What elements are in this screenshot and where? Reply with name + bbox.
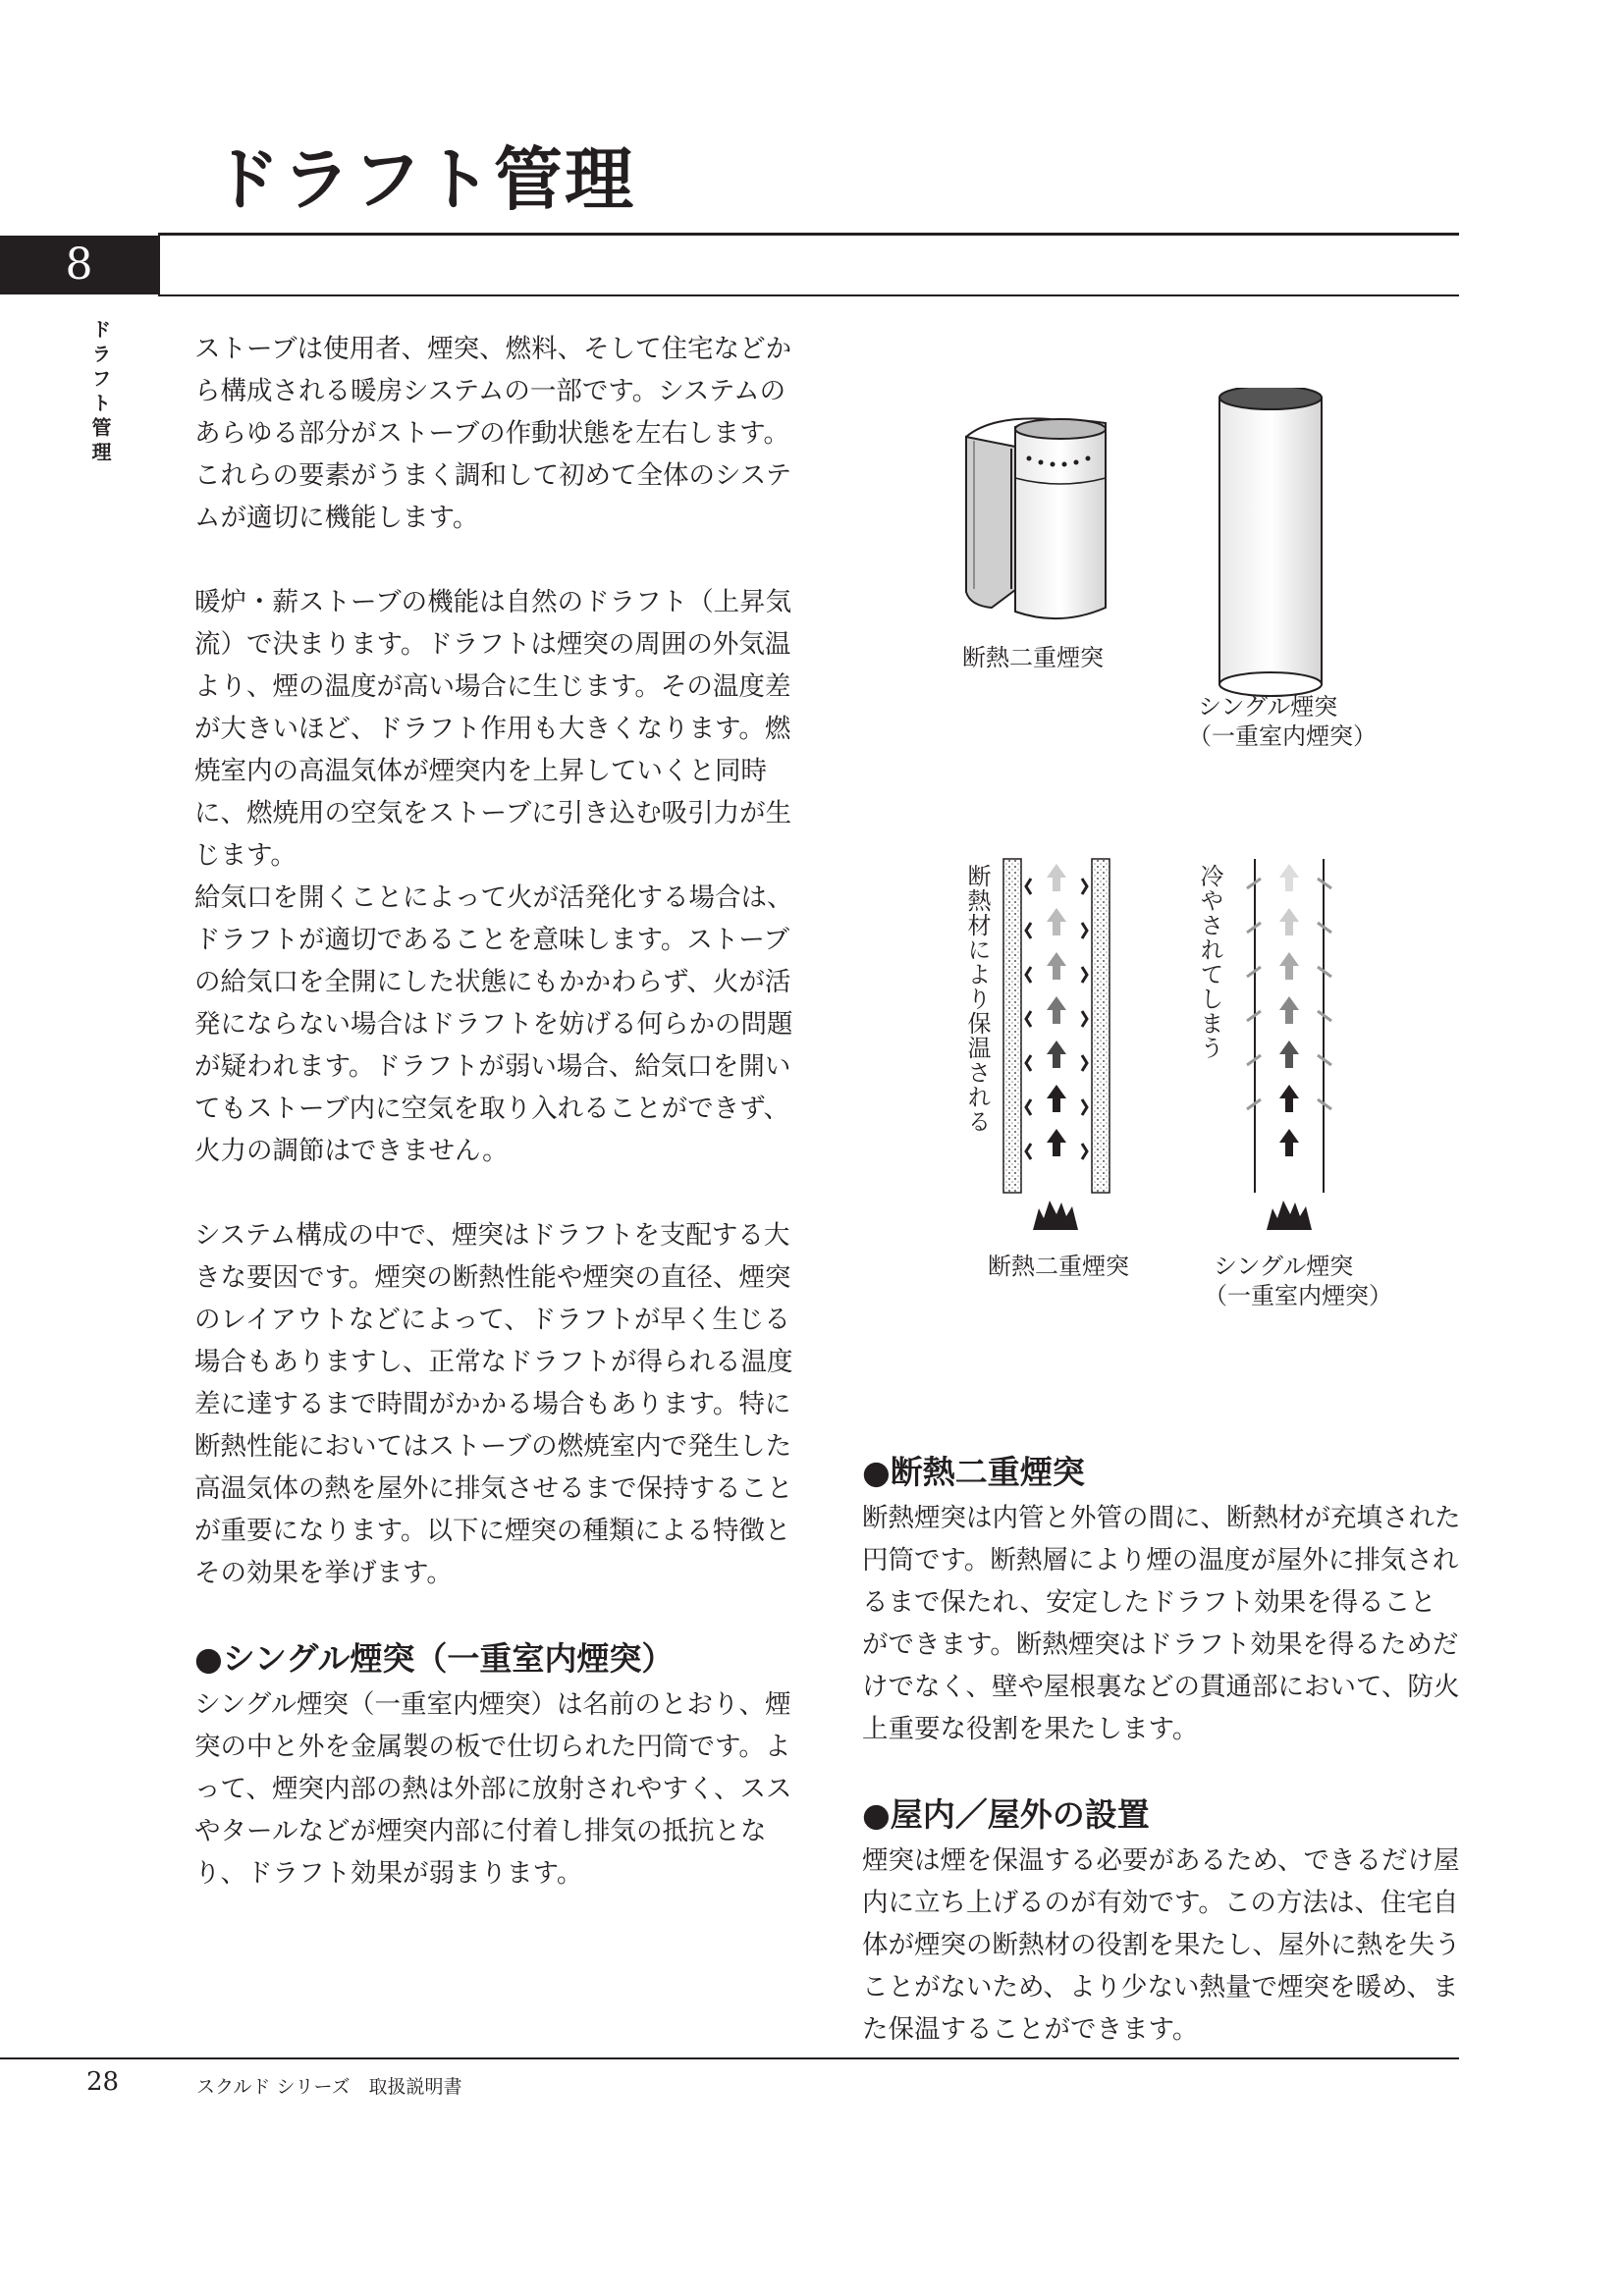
manual-name: スクルド シリーズ 取扱説明書 <box>196 2076 462 2098</box>
single-wall-chimney-drawing <box>1219 388 1322 696</box>
single-chimney-body: シングル煙突（一重室内煙突）は名前のとおり、煙突の中と外を金属製の板で仕切られた円筒です。よって、煙突内部の熱は外部に放射されやすく、ススやタールなどが煙突内部に付着し排気の抵抗となり、ドラフト効果が弱まります。 <box>194 1689 792 1889</box>
header-underline <box>158 294 1459 296</box>
single-wall-draft-diagram <box>1247 859 1331 1230</box>
label-single-wall-top: シングル煙突 <box>1198 693 1338 721</box>
intro-paragraph: ストーブは使用者、煙突、燃料、そして住宅などから構成される暖房システムの一部です。システムのあらゆる部分がストーブの作動状態を左右します。これらの要素がうまく調和して初めて全体のシステムが適切に機能します。 <box>194 334 792 533</box>
section-heading-double-chimney: ●断熱二重煙突 <box>862 1453 1085 1491</box>
right-column <box>862 1451 1461 2051</box>
left-column <box>194 328 793 1895</box>
page-number: 28 <box>86 2067 120 2097</box>
footer-rule <box>0 2057 1459 2059</box>
label-single-wall-bottom: シングル煙突 <box>1214 1253 1354 1280</box>
side-chapter-tab: ドラフト管理 <box>88 319 112 466</box>
label-single-wall-top-sub: （一重室内煙突） <box>1188 722 1377 750</box>
section-heading-single-chimney: ●シングル煙突（一重室内煙突） <box>194 1639 675 1678</box>
label-double-wall-bottom: 断熱二重煙突 <box>988 1253 1129 1280</box>
chimney-paragraph: システム構成の中で、煙突はドラフトを支配する大きな要因です。煙突の断熱性能や煙突の直径、煙突のレイアウトなどによって、ドラフトが早く生じる場合もありますし、正常なドラフトが得られる温度差に達するまで時間がかかる場合もあります。特に断熱性能においてはストーブの燃焼室内で発生した高温気体の熱を屋外に排気させるまで保持することが重要になります。以下に煙突の種類による特徴とその効果を挙げます。 <box>194 1220 793 1588</box>
double-wall-chimney-drawing <box>966 418 1106 618</box>
label-single-wall-bottom-sub: （一重室内煙突） <box>1204 1282 1392 1309</box>
label-double-wall-top: 断熱二重煙突 <box>962 644 1104 671</box>
header-divider <box>158 236 160 294</box>
air-inlet-paragraph: 給気口を開くことによって火が活発化する場合は、ドラフトが適切であることを意味します。ストーブの給気口を全開にした状態にもかかわらず、火が活発にならない場合はドラフトを妨げる何らかの問題が疑われます。ドラフトが弱い場合、給気口を開いてもストーブ内に空気を取り入れることができず、火力の調節はできません。 <box>194 882 793 1166</box>
label-gets-cooled: 冷やされてしまう <box>1196 864 1223 1060</box>
section-heading-install: ●屋内／屋外の設置 <box>862 1795 1150 1834</box>
install-body: 煙突は煙を保温する必要があるため、できるだけ屋内に立ち上げるのが有効です。この方法は、住宅自体が煙突の断熱材の役割を果たし、屋外に熱を失うことがないため、より少ない熱量で煙突を暖め、また保温することができます。 <box>862 1845 1461 2045</box>
header-rule <box>158 233 1459 236</box>
page-title: ドラフト管理 <box>211 138 635 220</box>
chimney-figure <box>913 388 1392 1340</box>
double-wall-draft-diagram <box>1003 859 1110 1230</box>
chapter-number-badge: 8 <box>0 236 158 294</box>
draft-paragraph: 暖炉・薪ストーブの機能は自然のドラフト（上昇気流）で決まります。ドラフトは煙突の周囲の外気温より、煙の温度が高い場合に生じます。その温度差が大きいほど、ドラフト作用も大きくなります。燃焼室内の高温気体が煙突内を上昇していくと同時に、燃焼用の空気をストーブに引き込む吸引力が生じます。 <box>194 587 792 871</box>
double-chimney-body: 断熱煙突は内管と外管の間に、断熱材が充填された円筒です。断熱層により煙の温度が屋外に排気されるまで保たれ、安定したドラフト効果を得ることができます。断熱煙突はドラフト効果を得るためだけでなく、壁や屋根裏などの貫通部において、防火上重要な役割を果たします。 <box>862 1503 1461 1744</box>
label-insulated-keeps-warm: 断熱材により保温される <box>963 864 991 1134</box>
